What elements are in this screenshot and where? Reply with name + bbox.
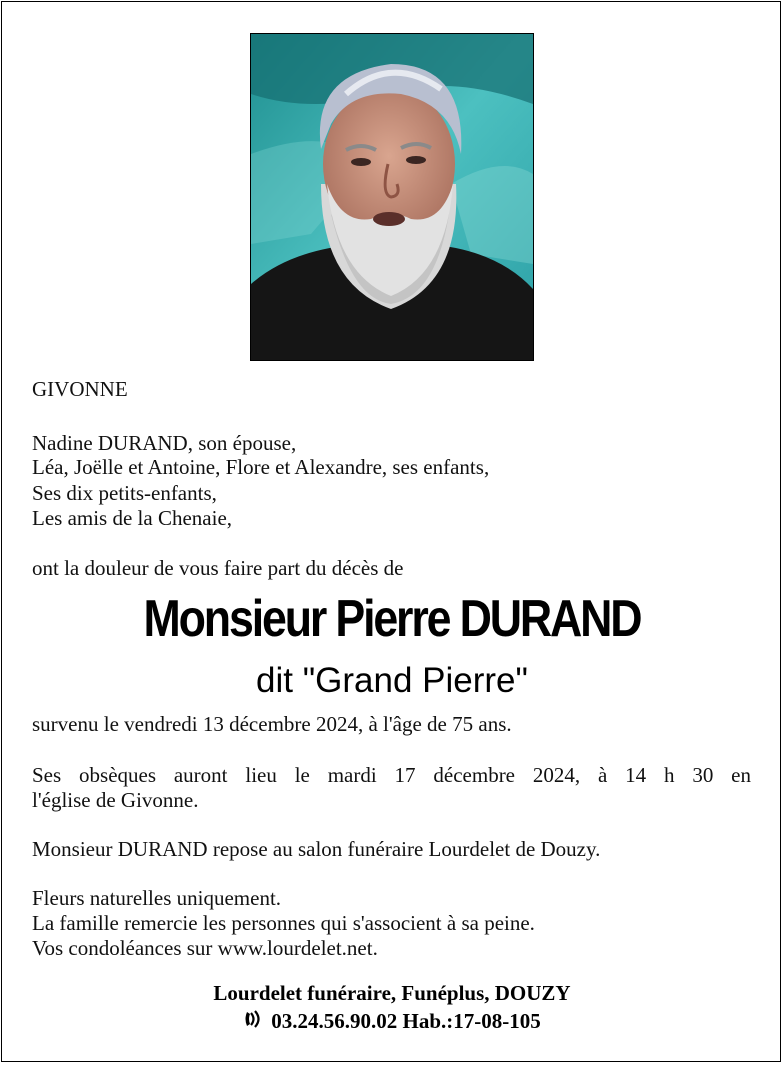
family-line-1: Nadine DURAND, son épouse, <box>32 431 297 455</box>
note-line-1: Fleurs naturelles uniquement. <box>32 886 282 910</box>
family-line-2: Léa, Joëlle et Antoine, Flore et Alexandre, ses enfants, <box>32 455 490 479</box>
announcement: ont la douleur de vous faire part du décès de <box>32 556 404 580</box>
deceased-name: Monsieur Pierre DURAND <box>143 590 641 648</box>
note-line-2: La famille remercie les personnes qui s'associent à sa peine. <box>32 911 535 935</box>
rest-place: Monsieur DURAND repose au salon funéraire Lourdelet de Douzy. <box>32 837 601 861</box>
location: GIVONNE <box>32 377 128 401</box>
footer-company: Lourdelet funéraire, Funéplus, DOUZY <box>213 981 571 1005</box>
portrait-image <box>251 34 533 360</box>
footer-phone <box>0 1008 784 1034</box>
funeral-line-1: Ses obsèques auront lieu le mardi 17 décembre 2024, à 14 h 30 en <box>32 763 751 787</box>
deceased-nickname: dit "Grand Pierre" <box>256 661 528 700</box>
death-info: survenu le vendredi 13 décembre 2024, à l'âge de 75 ans. <box>32 712 512 736</box>
note-line-3: Vos condoléances sur www.lourdelet.net. <box>32 936 378 960</box>
family-line-4: Les amis de la Chenaie, <box>32 506 233 530</box>
deceased-photo <box>250 33 534 361</box>
phone-number: 03.24.56.90.02 Hab.:17-08-105 <box>271 1009 541 1033</box>
funeral-line-2: l'église de Givonne. <box>32 788 199 812</box>
phone-icon <box>243 1008 263 1034</box>
family-line-3: Ses dix petits-enfants, <box>32 481 217 505</box>
